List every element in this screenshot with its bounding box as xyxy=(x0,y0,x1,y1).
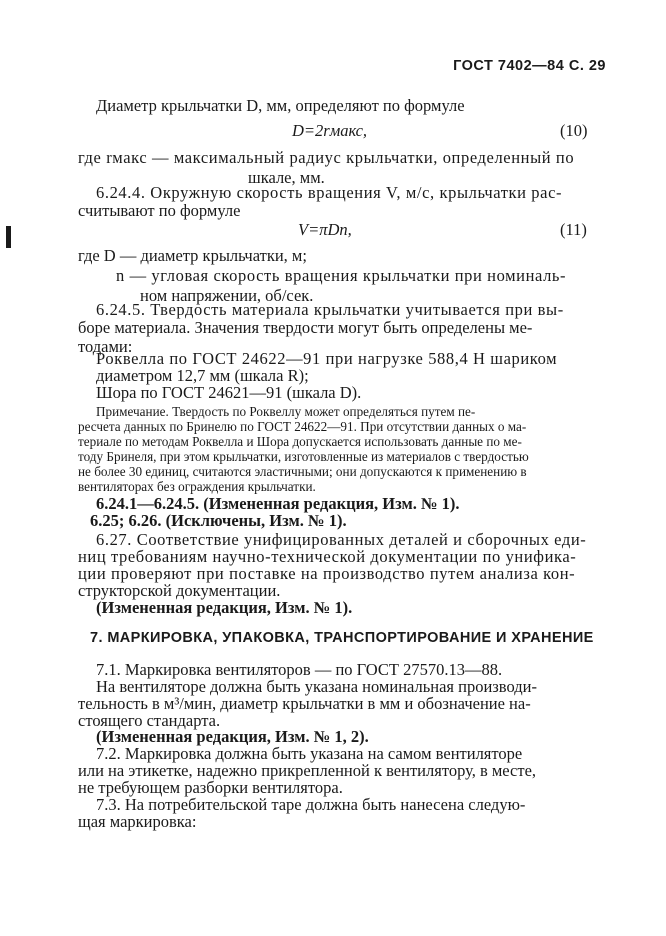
amendment-7-1: (Измененная редакция, Изм. № 1, 2). xyxy=(96,727,369,746)
rockwell-line2: диаметром 12,7 мм (шкала R); xyxy=(96,366,309,385)
paragraph-7-1-b-line1: На вентиляторе должна быть указана номинальная производи- xyxy=(96,677,537,696)
note-line4: тоду Бринеля, при этом крыльчатки, изготовленные из материалов с твердостью xyxy=(78,449,529,464)
formula-11: V=πDn, xyxy=(298,220,352,239)
formula-11-number: (11) xyxy=(560,220,587,239)
paragraph-6-24-4-line1: 6.24.4. Окружную скорость вращения V, м/с, крыльчатки рас- xyxy=(96,183,563,202)
note-line5: не более 30 единиц, считаются эластичными; они допускаются к применению в xyxy=(78,464,527,479)
paragraph-6-24-5-line2: боре материала. Значения твердости могут быть определены ме- xyxy=(78,318,533,337)
paragraph-7-1-b-line3: стоящего стандарта. xyxy=(78,711,221,730)
paragraph-7-1-b-line2: тельность в м³/мин, диаметр крыльчатки в мм и обозначение на- xyxy=(78,694,531,713)
amendment-6-27: (Измененная редакция, Изм. № 1). xyxy=(96,598,353,617)
paragraph-7-2-line3: не требующем разборки вентилятора. xyxy=(78,778,343,797)
paragraph-7-2-line1: 7.2. Маркировка должна быть указана на самом вентиляторе xyxy=(96,744,523,763)
where-rmax-line2: шкале, мм. xyxy=(248,168,325,187)
paragraph-6-27-line3: ции проверяют при поставке на производство путем анализа кон- xyxy=(78,564,576,583)
paragraph-7-2-line2: или на этикетке, надежно прикрепленной к вентилятору, в месте, xyxy=(78,761,537,780)
where-rmax-line1: где rмакс — максимальный радиус крыльчатки, определенный по xyxy=(78,148,575,167)
paragraph-6-27-line1: 6.27. Соответствие унифицированных деталей и сборочных еди- xyxy=(96,530,587,549)
shore-line: Шора по ГОСТ 24621—91 (шкала D). xyxy=(96,383,362,402)
formula-10: D=2rмакс, xyxy=(292,121,368,140)
paragraph-7-1: 7.1. Маркировка вентиляторов — по ГОСТ 27570.13—88. xyxy=(96,660,503,679)
amendment-6-24: 6.24.1—6.24.5. (Измененная редакция, Изм. № 1). xyxy=(96,494,460,513)
paragraph-6-24-4-line2: считывают по формуле xyxy=(78,201,241,220)
diameter-intro: Диаметр крыльчатки D, мм, определяют по формуле xyxy=(96,96,465,115)
paragraph-6-24-5-line3: тодами: xyxy=(78,337,133,356)
note-line3: териале по методам Роквелла и Шора допускается использовать данные по ме- xyxy=(78,434,522,449)
page-header: ГОСТ 7402—84 С. 29 xyxy=(453,58,606,74)
where-d: где D — диаметр крыльчатки, м; xyxy=(78,246,307,265)
paragraph-6-24-5-line1: 6.24.5. Твердость материала крыльчатки учитывается при вы- xyxy=(96,300,564,319)
where-n-line2: ном напряжении, об/сек. xyxy=(140,286,314,305)
where-n-line1: n — угловая скорость вращения крыльчатки при номиналь- xyxy=(116,266,567,285)
rockwell-line1: Роквелла по ГОСТ 24622—91 при нагрузке 588,4 Н шариком xyxy=(96,349,558,368)
paragraph-7-3-line1: 7.3. На потребительской таре должна быть нанесена следую- xyxy=(96,795,526,814)
section-7-heading: 7. МАРКИРОВКА, УПАКОВКА, ТРАНСПОРТИРОВАНИЕ И ХРАНЕНИЕ xyxy=(90,630,594,646)
margin-revision-mark xyxy=(6,226,11,248)
paragraph-6-27-line4: структорской документации. xyxy=(78,581,281,600)
excluded-6-25-6-26: 6.25; 6.26. (Исключены, Изм. № 1). xyxy=(90,511,347,530)
paragraph-6-27-line2: ниц требованиям научно-технической документации по унифика- xyxy=(78,547,577,566)
note-line2: ресчета данных по Бринелю по ГОСТ 24622—91. При отсутствии данных о ма- xyxy=(78,419,527,434)
note-line1: Примечание. Твердость по Роквеллу может определяться путем пе- xyxy=(96,404,476,419)
formula-10-number: (10) xyxy=(560,121,588,140)
note-line6: вентиляторах без ограждения крыльчатки. xyxy=(78,479,316,494)
paragraph-7-3-line2: щая маркировка: xyxy=(78,812,197,831)
